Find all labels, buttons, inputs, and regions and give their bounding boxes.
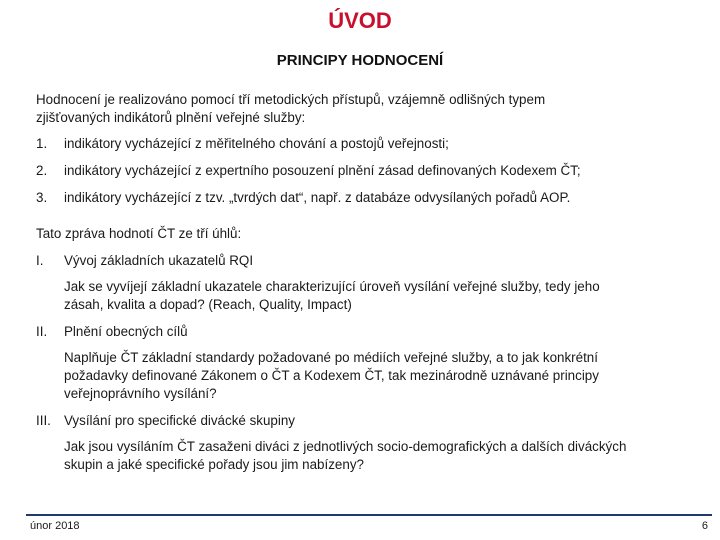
list-number: 2. xyxy=(36,163,48,178)
slide-title: ÚVOD xyxy=(328,8,392,33)
intro-paragraph xyxy=(36,91,686,127)
list-item xyxy=(36,135,686,153)
description-line: veřejnoprávního vysílání? xyxy=(64,386,217,401)
description-line: zásah, kvalita a dopad? (Reach, Quality, Impact) xyxy=(64,297,352,312)
list-number: 1. xyxy=(36,136,48,151)
angle-title: Vývoj základních ukazatelů RQI xyxy=(64,253,254,268)
slide-content xyxy=(36,91,686,474)
angle-heading xyxy=(36,252,686,270)
slide-subtitle: PRINCIPY HODNOCENÍ xyxy=(276,52,444,69)
angle-description xyxy=(64,278,686,314)
list-item-text: indikátory vycházející z expertního posouzení plnění zásad definovaných Kodexem ČT; xyxy=(64,163,581,178)
roman-number: I. xyxy=(36,253,44,268)
description-line: Jak se vyvíjejí základní ukazatele charakterizující úroveň vysílání veřejné služby, tedy jeho xyxy=(64,279,600,294)
methods-list xyxy=(36,135,686,207)
angle-item xyxy=(36,412,686,474)
description-line: skupin a jaké specifické pořady jsou jim nabízeny? xyxy=(64,457,364,472)
list-item-text: indikátory vycházející z tzv. „tvrdých dat“, např. z databáze odvysílaných pořadů AOP. xyxy=(64,190,571,205)
page-number: 6 xyxy=(701,520,708,532)
angle-item xyxy=(36,323,686,403)
intro-line: Hodnocení je realizováno pomocí tří metodických přístupů, vzájemně odlišných typem xyxy=(36,92,546,107)
list-item-text: indikátory vycházející z měřitelného chování a postojů veřejnosti; xyxy=(64,136,449,151)
roman-number: II. xyxy=(36,324,48,339)
description-line: požadavky definované Zákonem o ČT a Kodexem ČT, tak mezinárodně uznávané principy xyxy=(64,368,599,383)
roman-number: III. xyxy=(36,413,51,428)
angle-description xyxy=(64,438,686,474)
angles-heading: Tato zpráva hodnotí ČT ze tří úhlů: xyxy=(36,226,242,241)
angle-title: Vysílání pro specifické divácké skupiny xyxy=(64,413,295,428)
footer-date: únor 2018 xyxy=(30,520,80,532)
list-item xyxy=(36,162,686,180)
angle-heading xyxy=(36,323,686,341)
intro-line: zjišťovaných indikátorů plnění veřejné služby: xyxy=(36,110,306,125)
list-item xyxy=(36,189,686,207)
description-line: Jak jsou vysíláním ČT zasaženi diváci z jednotlivých socio-demografických a dalších diváckých xyxy=(64,439,627,454)
angle-description xyxy=(64,349,686,403)
angle-title: Plnění obecných cílů xyxy=(64,324,188,339)
angle-item xyxy=(36,252,686,314)
list-number: 3. xyxy=(36,190,48,205)
footer-divider xyxy=(26,514,712,516)
description-line: Naplňuje ČT základní standardy požadované po médiích veřejné služby, a to jak konkrétní xyxy=(64,350,598,365)
angle-heading xyxy=(36,412,686,430)
